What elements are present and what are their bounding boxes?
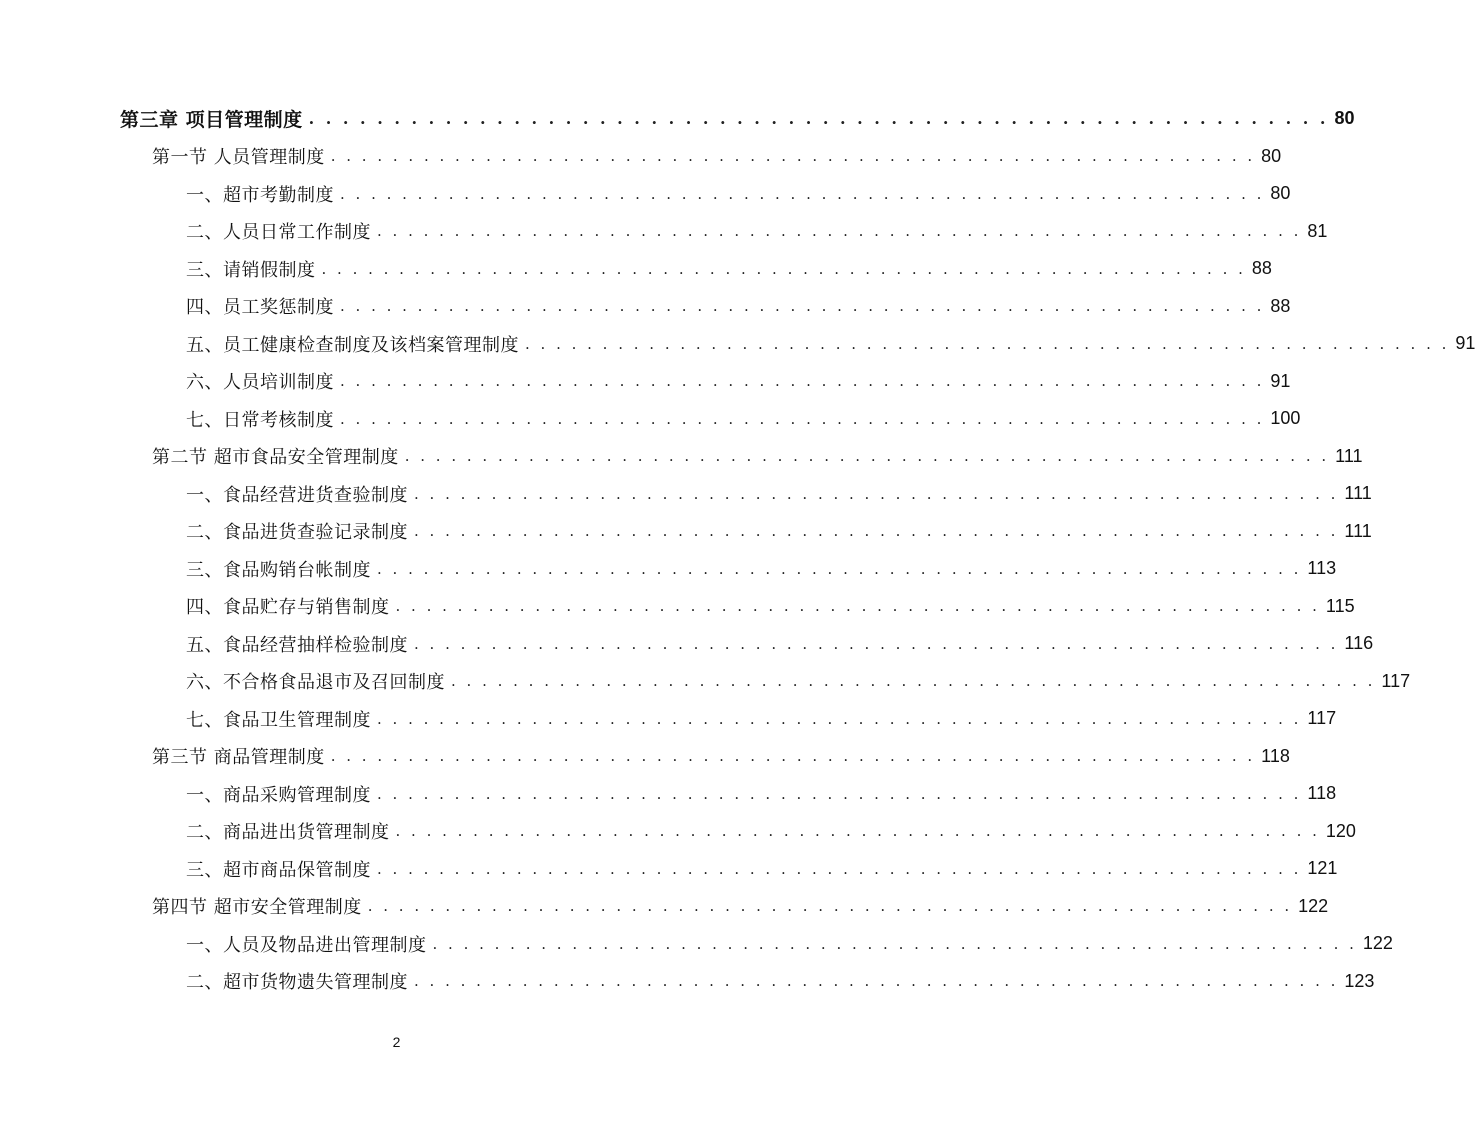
toc-leader-dots: . . . . . . . . . . . . . . . . . . . . . . . . . . . . . . . . . . . . . . . . . . . . . . . . . . . . . . . . . . . . [451, 672, 1376, 691]
toc-page-number: 123 [1344, 970, 1375, 991]
toc-item-entry[interactable] [0, 663, 1411, 701]
toc-item-entry[interactable] [0, 288, 1291, 326]
toc-item-entry[interactable] [0, 775, 1337, 813]
toc-page-number: 116 [1344, 633, 1374, 654]
toc-page-number: 118 [1307, 783, 1337, 804]
toc-leader-dots: . . . . . . . . . . . . . . . . . . . . . . . . . . . . . . . . . . . . . . . . . . . . . . . . . . . . . . . . . . . . [377, 559, 1302, 578]
toc-entry-label: 五、食品经营抽样检验制度 [186, 634, 408, 656]
toc-page-number: 111 [1344, 483, 1372, 504]
toc-entry-label: 七、日常考核制度 [186, 409, 334, 431]
toc-page-number: 115 [1325, 595, 1355, 616]
toc-leader-dots: . . . . . . . . . . . . . . . . . . . . . . . . . . . . . . . . . . . . . . . . . . . . . . . . . . . . . . . . . . . . [377, 784, 1302, 803]
toc-item-entry[interactable] [0, 625, 1374, 663]
toc-entry-label: 二、食品进货查验记录制度 [186, 522, 408, 544]
toc-item-entry[interactable] [0, 963, 1375, 1001]
toc-item-entry[interactable] [0, 213, 1328, 251]
toc-item-entry[interactable] [0, 475, 1372, 513]
toc-section-entry[interactable] [0, 738, 1290, 776]
toc-item-entry[interactable] [0, 550, 1337, 588]
page-number: 2 [392, 1034, 401, 1050]
toc-item-entry[interactable] [0, 813, 1356, 851]
toc-page-number: 120 [1325, 820, 1356, 841]
toc-item-entry[interactable] [0, 400, 1301, 438]
toc-page-number: 80 [1261, 145, 1282, 166]
toc-entry-label: 第四节 超市安全管理制度 [152, 897, 362, 919]
toc-leader-dots: . . . . . . . . . . . . . . . . . . . . . . . . . . . . . . . . . . . . . . . . . . . . . . . . . . . . . . . . . . . . [340, 409, 1265, 428]
toc-page-number: 117 [1381, 670, 1411, 691]
toc-page-number: 122 [1298, 895, 1329, 916]
toc-leader-dots: . . . . . . . . . . . . . . . . . . . . . . . . . . . . . . . . . . . . . . . . . . . . . . . . . . . . . . . . . . . . [330, 747, 1256, 766]
toc-entry-label: 第三章 项目管理制度 [120, 109, 303, 132]
toc-page-number: 88 [1251, 258, 1272, 279]
toc-entry-label: 第三节 商品管理制度 [152, 747, 325, 769]
toc-item-entry[interactable] [0, 250, 1272, 288]
toc-page-number: 111 [1344, 520, 1372, 541]
toc-leader-dots: . . . . . . . . . . . . . . . . . . . . . . . . . . . . . . . . . . . . . . . . . . . . . . . . . . . . . . . . . . . . [367, 897, 1293, 916]
toc-entry-label: 二、商品进出货管理制度 [186, 822, 390, 844]
toc-page-number: 122 [1362, 933, 1393, 954]
toc-section-entry[interactable] [0, 438, 1363, 476]
toc-page-number: 118 [1261, 745, 1290, 766]
toc-leader-dots: . . . . . . . . . . . . . . . . . . . . . . . . . . . . . . . . . . . . . . . . . . . . . . . . . . . . . . . . . . . . [340, 372, 1265, 391]
toc-leader-dots: . . . . . . . . . . . . . . . . . . . . . . . . . . . . . . . . . . . . . . . . . . . . . . . . . . . . . . . . . . . . [377, 859, 1302, 878]
toc-entry-label: 一、人员及物品进出管理制度 [186, 934, 427, 956]
toc-section-entry[interactable] [0, 138, 1282, 176]
toc-page-number: 81 [1307, 220, 1328, 241]
toc-entry-label: 三、请销假制度 [186, 259, 316, 281]
toc-item-entry[interactable] [0, 700, 1337, 738]
toc-entry-label: 四、员工奖惩制度 [186, 297, 334, 319]
table-of-contents [0, 100, 1475, 1000]
toc-entry-label: 第二节 超市食品安全管理制度 [152, 447, 399, 469]
toc-entry-label: 六、人员培训制度 [186, 372, 334, 394]
toc-page-number: 91 [1270, 370, 1291, 391]
toc-leader-dots: . . . . . . . . . . . . . . . . . . . . . . . . . . . . . . . . . . . . . . . . . . . . . . . . . . . . . . . . . . . . [525, 334, 1450, 353]
toc-leader-dots: . . . . . . . . . . . . . . . . . . . . . . . . . . . . . . . . . . . . . . . . . . . . . . . . . . . . . . . . . . . . [414, 484, 1339, 503]
toc-entry-label: 四、食品贮存与销售制度 [186, 597, 390, 619]
toc-page-number: 121 [1307, 858, 1338, 879]
toc-leader-dots: . . . . . . . . . . . . . . . . . . . . . . . . . . . . . . . . . . . . . . . . . . . . . . . . . . . . . . . . . . . . [414, 972, 1339, 991]
toc-entry-label: 一、超市考勤制度 [186, 184, 334, 206]
toc-entry-label: 二、超市货物遗失管理制度 [186, 972, 408, 994]
toc-leader-dots: . . . . . . . . . . . . . . . . . . . . . . . . . . . . . . . . . . . . . . . . . . . . . . . . . . . . . . . . . . . . [377, 709, 1302, 728]
toc-entry-label: 一、食品经营进货查验制度 [186, 484, 408, 506]
toc-chapter-entry[interactable] [0, 100, 1355, 138]
toc-item-entry[interactable] [0, 513, 1372, 551]
toc-leader-dots: . . . . . . . . . . . . . . . . . . . . . . . . . . . . . . . . . . . . . . . . . . . . . . . . . . . . . . . . . . . . [395, 822, 1320, 841]
toc-leader-dots: . . . . . . . . . . . . . . . . . . . . . . . . . . . . . . . . . . . . . . . . . . . . . . . . . . . . . . . . . . . . [340, 184, 1265, 203]
toc-page-number: 113 [1307, 558, 1337, 579]
toc-leader-dots: . . . . . . . . . . . . . . . . . . . . . . . . . . . . . . . . . . . . . . . . . . . . . . . . . . . . . . . . . . . . [321, 259, 1246, 278]
toc-leader-dots: . . . . . . . . . . . . . . . . . . . . . . . . . . . . . . . . . . . . . . . . . . . . . . . . . . . . . . . . . . . . [377, 222, 1302, 241]
toc-entry-label: 第一节 人员管理制度 [152, 147, 325, 169]
toc-entry-label: 二、人员日常工作制度 [186, 222, 371, 244]
toc-item-entry[interactable] [0, 325, 1475, 363]
toc-page-number: 91 [1455, 333, 1475, 354]
toc-page-number: 100 [1270, 408, 1301, 429]
toc-item-entry[interactable] [0, 363, 1291, 401]
toc-entry-label: 六、不合格食品退市及召回制度 [186, 672, 445, 694]
toc-page-number: 111 [1335, 445, 1363, 466]
toc-leader-dots: . . . . . . . . . . . . . . . . . . . . . . . . . . . . . . . . . . . . . . . . . . . . . . . . . . . . . . . . . . . . [404, 447, 1330, 466]
toc-section-entry[interactable] [0, 888, 1329, 926]
toc-item-entry[interactable] [0, 925, 1393, 963]
toc-page-number: 80 [1270, 183, 1291, 204]
toc-entry-label: 一、商品采购管理制度 [186, 784, 371, 806]
toc-entry-label: 三、食品购销台帐制度 [186, 559, 371, 581]
toc-item-entry[interactable] [0, 850, 1338, 888]
toc-page-number: 80 [1334, 108, 1355, 129]
toc-leader-dots: . . . . . . . . . . . . . . . . . . . . . . . . . . . . . . . . . . . . . . . . . . . . . . . . . . . . . . . . . . . . [432, 934, 1357, 953]
toc-leader-dots: . . . . . . . . . . . . . . . . . . . . . . . . . . . . . . . . . . . . . . . . . . . . . . . . . . . . . . . . . . . . [414, 634, 1339, 653]
toc-leader-dots: . . . . . . . . . . . . . . . . . . . . . . . . . . . . . . . . . . . . . . . . . . . . . . . . . . . . . . . . . . . . [340, 297, 1265, 316]
toc-leader-dots: . . . . . . . . . . . . . . . . . . . . . . . . . . . . . . . . . . . . . . . . . . . . . . . . . . . . . . . . . . . . [395, 597, 1320, 616]
toc-page-number: 117 [1307, 708, 1337, 729]
toc-entry-label: 五、员工健康检查制度及该档案管理制度 [186, 334, 519, 356]
toc-page-number: 88 [1270, 295, 1291, 316]
toc-leader-dots: . . . . . . . . . . . . . . . . . . . . . . . . . . . . . . . . . . . . . . . . . . . . . . . . . . . . . . . . . . . . [308, 109, 1329, 129]
toc-leader-dots: . . . . . . . . . . . . . . . . . . . . . . . . . . . . . . . . . . . . . . . . . . . . . . . . . . . . . . . . . . . . [330, 147, 1256, 166]
toc-item-entry[interactable] [0, 175, 1291, 213]
toc-entry-label: 七、食品卫生管理制度 [186, 709, 371, 731]
toc-entry-label: 三、超市商品保管制度 [186, 859, 371, 881]
toc-leader-dots: . . . . . . . . . . . . . . . . . . . . . . . . . . . . . . . . . . . . . . . . . . . . . . . . . . . . . . . . . . . . [414, 522, 1339, 541]
toc-item-entry[interactable] [0, 588, 1355, 626]
